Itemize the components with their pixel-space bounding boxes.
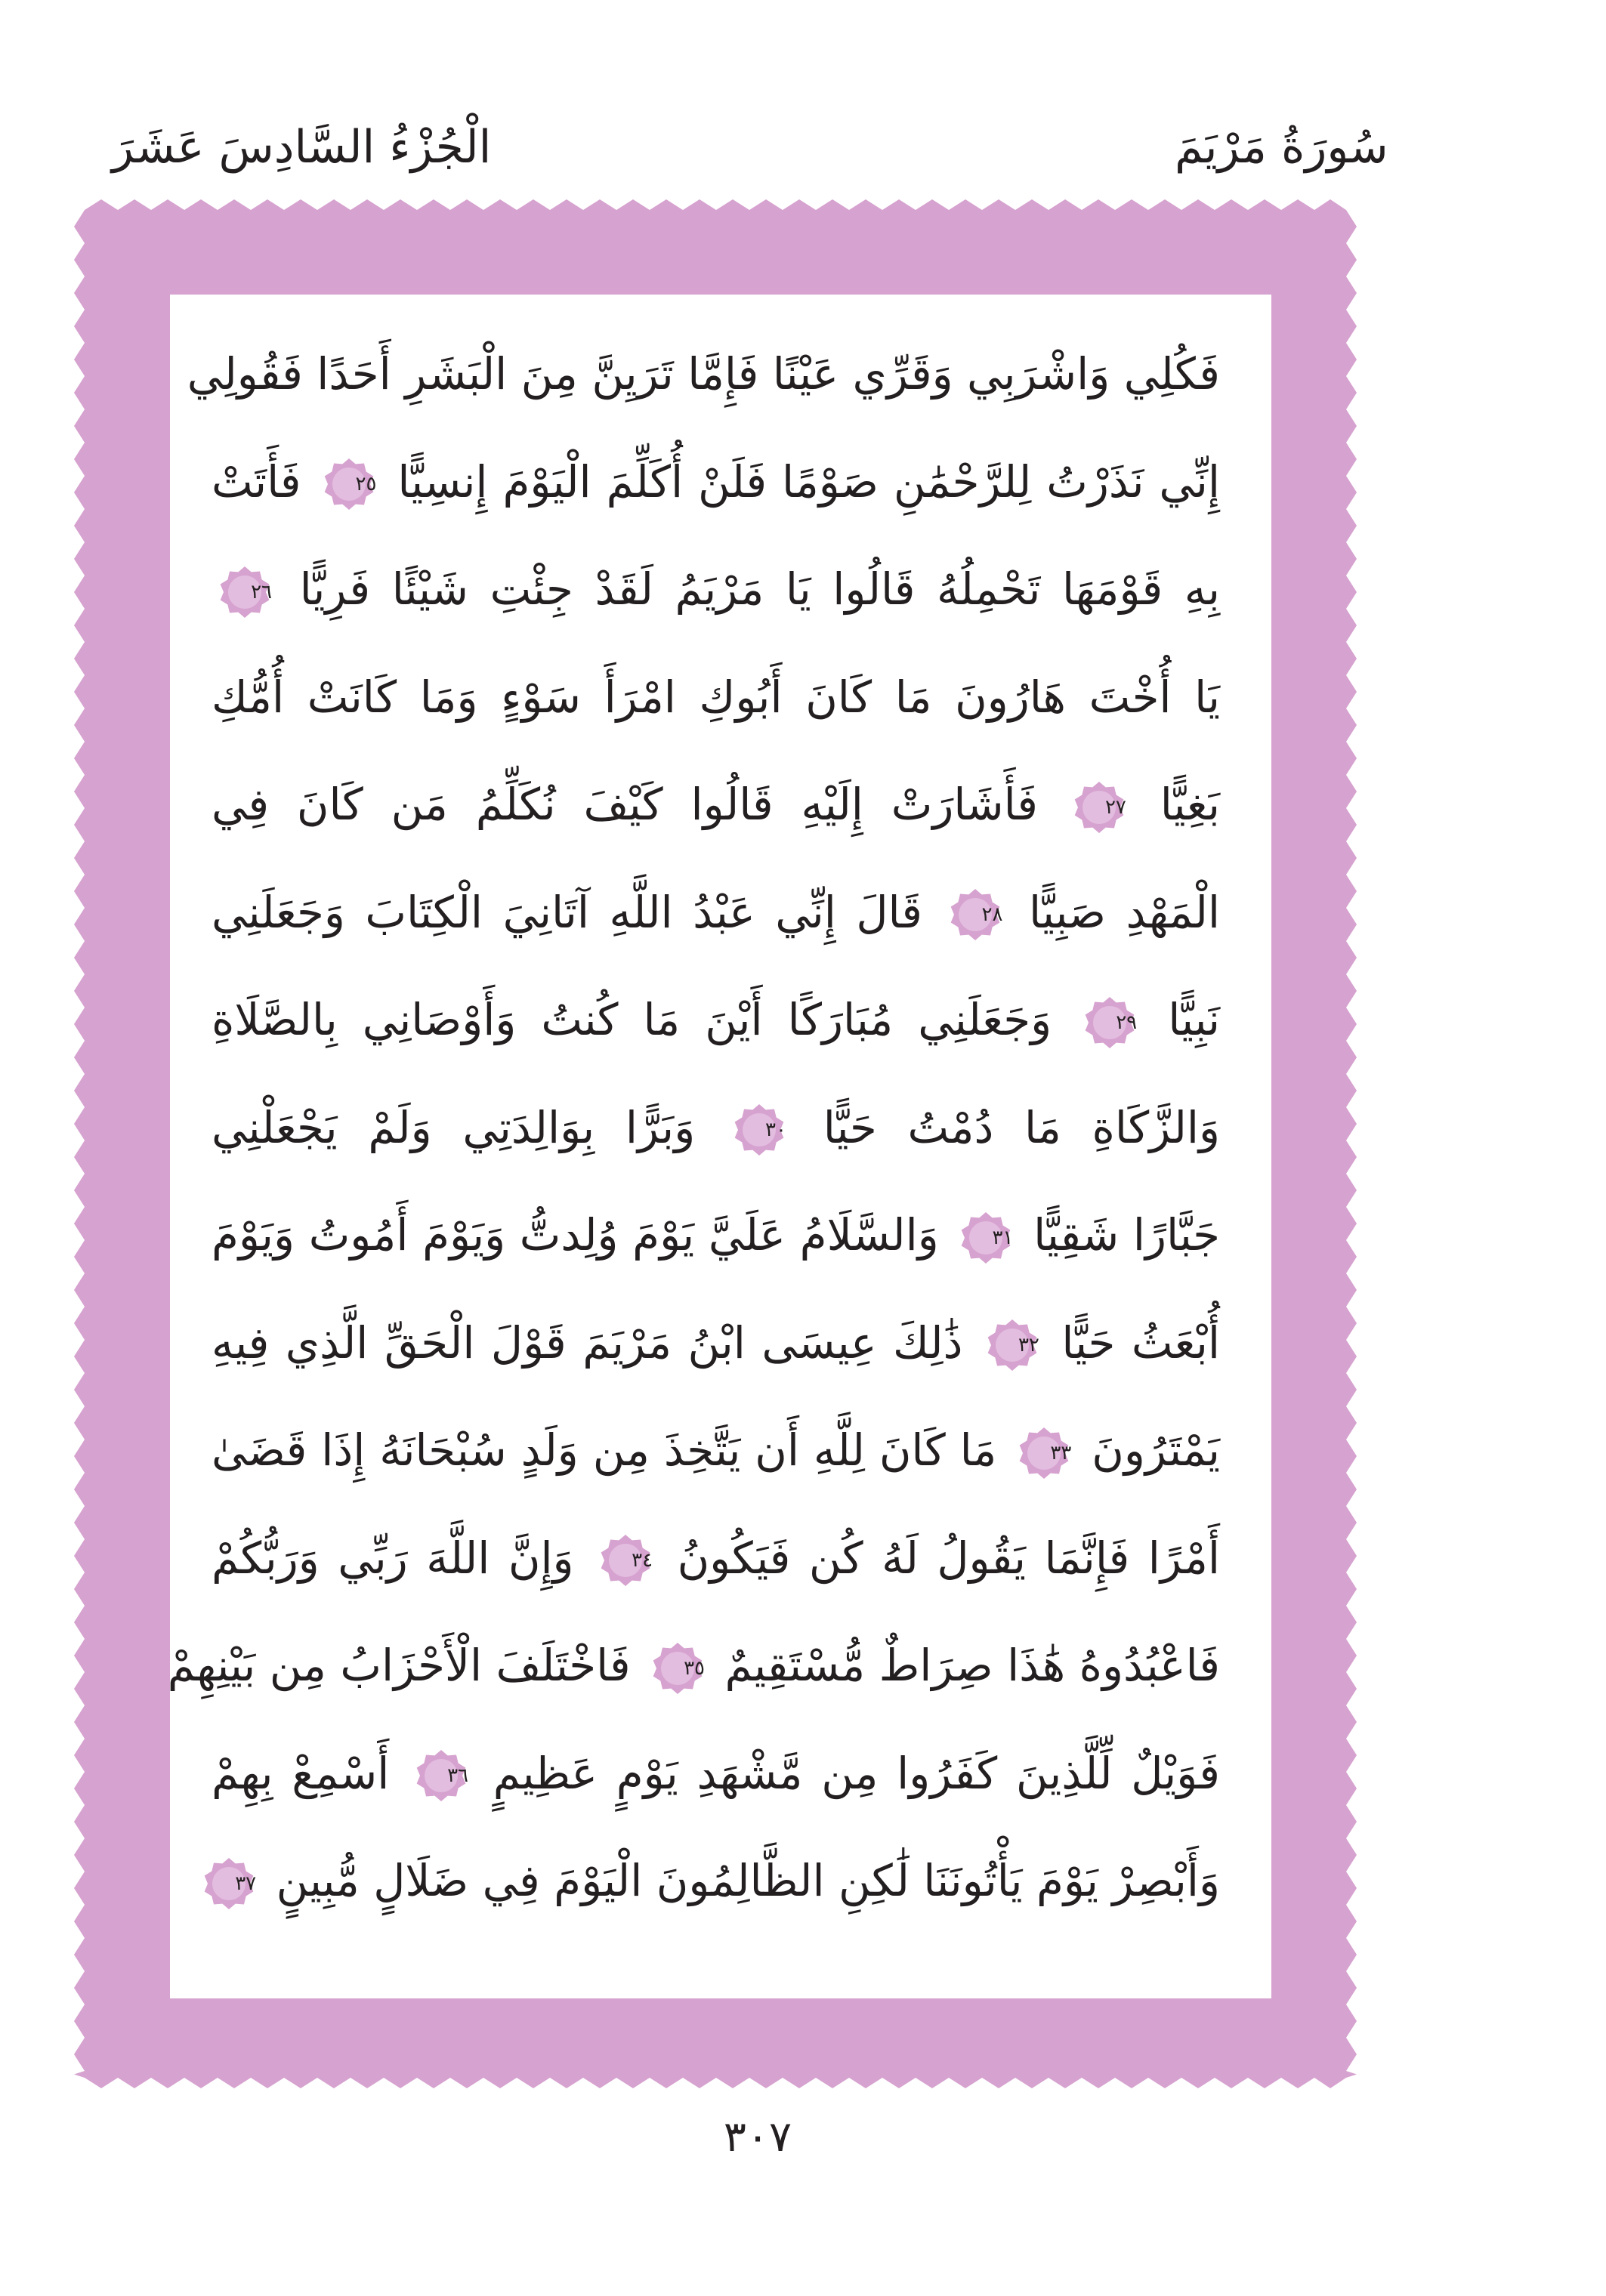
frame-edge-tooth: [351, 2078, 384, 2088]
ayah-number: ٢٥: [355, 473, 377, 496]
frame-edge-tooth: [1346, 1705, 1357, 1739]
frame-edge-tooth: [650, 2078, 683, 2088]
ayah-number-marker: [948, 887, 1002, 942]
frame-edge-tooth: [1346, 1340, 1357, 1373]
verse-line: [187, 323, 1220, 425]
verse-text: وَجَعَلَنِي مُبَارَكًا أَيْنَ مَا كُنتُ وَأَوْصَانِي بِالصَّلَاةِ: [212, 994, 1052, 1045]
ayah-number-marker: [1017, 1426, 1071, 1480]
frame-edge-tooth: [317, 199, 351, 210]
frame-edge-tooth: [1346, 1672, 1357, 1705]
verse-line: [212, 969, 1220, 1071]
verse-line: [212, 1292, 1220, 1394]
verse-text: فَكُلِي وَاشْرَبِي وَقَرِّي عَيْنًا فَإِمَّا تَرَيِنَّ مِنَ الْبَشَرِ أَحَدًا فَقُولِي: [187, 348, 1220, 400]
verse-line: [212, 647, 1220, 748]
frame-edge-tooth: [251, 199, 284, 210]
frame-edge-tooth: [74, 1473, 85, 1506]
frame-edge-tooth: [816, 199, 849, 210]
frame-edge-tooth: [550, 199, 583, 210]
verse-text: مَا كَانَ لِلَّهِ أَن يَتَّخِذَ مِن وَلَدٍ سُبْحَانَهُ إِذَا قَضَىٰ: [212, 1424, 997, 1476]
frame-edge-tooth: [74, 2071, 85, 2078]
verse-text: قَالَ إِنِّي عَبْدُ اللَّهِ آتَانِيَ الْكِتَابَ وَجَعَلَنِي: [212, 886, 922, 938]
frame-edge-tooth: [384, 199, 417, 210]
frame-edge-tooth: [1346, 343, 1357, 376]
frame-edge-tooth: [74, 841, 85, 875]
frame-edge-tooth: [1346, 742, 1357, 775]
frame-edge-tooth: [1346, 609, 1357, 642]
frame-edge-tooth: [74, 1606, 85, 1639]
frame-edge-tooth: [1346, 1074, 1357, 1107]
frame-edge-tooth: [1346, 808, 1357, 841]
frame-edge-tooth: [1346, 1971, 1357, 2004]
frame-edge-tooth: [1082, 2078, 1115, 2088]
frame-edge-tooth: [1346, 443, 1357, 476]
frame-edge-tooth: [1082, 199, 1115, 210]
frame-edge-tooth: [1346, 708, 1357, 742]
frame-edge-tooth: [1015, 2078, 1049, 2088]
frame-edge-tooth: [1346, 210, 1357, 243]
frame-edge-tooth: [74, 974, 85, 1008]
frame-edge-tooth: [74, 1905, 85, 1938]
frame-edge-tooth: [1346, 1572, 1357, 1606]
frame-edge-tooth: [74, 1074, 85, 1107]
verse-text: فَاعْبُدُوهُ هَٰذَا صِرَاطٌ مُّسْتَقِيمٌ: [724, 1640, 1220, 1691]
ayah-number: ٣٠: [765, 1119, 786, 1142]
frame-edge-tooth: [74, 1805, 85, 1838]
frame-edge-tooth: [1346, 775, 1357, 808]
frame-edge-tooth: [74, 310, 85, 343]
frame-edge-tooth: [74, 1572, 85, 1606]
frame-edge-tooth: [74, 1440, 85, 1473]
frame-edge-tooth: [1346, 542, 1357, 576]
frame-edge-tooth: [384, 2078, 417, 2088]
frame-edge-tooth: [74, 609, 85, 642]
frame-edge-tooth: [550, 2078, 583, 2088]
verse-text: نَبِيًّا: [1168, 994, 1221, 1045]
text-panel: [167, 295, 1271, 1998]
frame-edge-tooth: [74, 1539, 85, 1572]
frame-edge-tooth: [74, 1971, 85, 2004]
verse-text: فَأَتَتْ: [212, 455, 301, 508]
verse-line: [212, 1830, 1220, 1932]
frame-edge-tooth: [1346, 310, 1357, 343]
verse-text: بِهِ قَوْمَهَا تَحْمِلُهُ قَالُوا يَا مَرْيَمُ لَقَدْ جِئْتِ شَيْئًا فَرِيًّا: [299, 563, 1221, 615]
verse-line: [212, 1508, 1220, 1609]
surah-title: سُورَةُ مَرْيَمَ: [1175, 121, 1388, 174]
frame-edge-tooth: [1346, 642, 1357, 675]
verse-line: [212, 431, 1220, 533]
frame-edge-tooth: [317, 2078, 351, 2088]
frame-edge-tooth: [1215, 199, 1248, 210]
frame-edge-tooth: [1148, 199, 1181, 210]
verse-text: وَإِنَّ اللَّهَ رَبِّي وَرَبُّكُمْ: [212, 1532, 574, 1584]
frame-edge-tooth: [1346, 2071, 1357, 2078]
frame-edge-tooth: [74, 2004, 85, 2038]
frame-edge-tooth: [683, 199, 716, 210]
ayah-number-marker: [732, 1103, 786, 1157]
frame-edge-tooth: [218, 199, 251, 210]
ayah-number: ٢٨: [981, 903, 1003, 927]
frame-edge-tooth: [118, 2078, 151, 2088]
frame-edge-tooth: [1346, 1506, 1357, 1539]
frame-edge-tooth: [74, 775, 85, 808]
frame-edge-tooth: [982, 2078, 1015, 2088]
verse-text: فَوَيْلٌ لِّلَّذِينَ كَفَرُوا مِن مَّشْهَدِ يَوْمٍ عَظِيمٍ: [493, 1747, 1221, 1799]
ayah-number-marker: [1083, 995, 1137, 1050]
frame-edge-tooth: [1115, 199, 1148, 210]
frame-edge-tooth: [1346, 509, 1357, 542]
frame-edge-tooth: [1049, 199, 1082, 210]
verse-text: جَبَّارًا شَقِيًّا: [1033, 1209, 1221, 1261]
frame-edge-tooth: [1346, 1539, 1357, 1572]
frame-edge-tooth: [74, 542, 85, 576]
frame-edge-tooth: [284, 199, 317, 210]
ayah-number-marker: [322, 457, 376, 511]
frame-edge-tooth: [218, 2078, 251, 2088]
verse-text: الْمَهْدِ صَبِيًّا: [1029, 886, 1220, 938]
frame-edge-tooth: [74, 808, 85, 841]
verse-line: [212, 1184, 1220, 1286]
frame-edge-tooth: [1346, 1008, 1357, 1041]
ayah-number-marker: [650, 1641, 705, 1696]
frame-edge-tooth: [1346, 1174, 1357, 1207]
verse-text: إِنِّي نَذَرْتُ لِلرَّحْمَٰنِ صَوْمًا فَلَنْ أُكَلِّمَ الْيَوْمَ إِنسِيًّا: [397, 455, 1221, 508]
frame-edge-tooth: [74, 675, 85, 708]
frame-edge-tooth: [916, 199, 949, 210]
frame-edge-tooth: [74, 1838, 85, 1872]
frame-edge-tooth: [1346, 1838, 1357, 1872]
verse-text: وَبَرًّا بِوَالِدَتِي وَلَمْ يَجْعَلْنِي: [212, 1101, 696, 1153]
frame-edge-tooth: [74, 409, 85, 443]
ayah-number: ٣٦: [447, 1764, 469, 1788]
ayah-number-marker: [598, 1533, 653, 1588]
verse-line: [212, 754, 1220, 856]
juz-title: الْجُزْءُ السَّادِسَ عَشَرَ: [112, 121, 492, 174]
verse-text: بَغِيًّا: [1160, 779, 1221, 830]
frame-edge-tooth: [85, 2078, 118, 2088]
frame-edge-tooth: [74, 1672, 85, 1705]
frame-edge-tooth: [1346, 2038, 1357, 2071]
frame-edge-tooth: [74, 476, 85, 509]
verse-text: فَاخْتَلَفَ الْأَحْزَابُ مِن بَيْنِهِمْ: [167, 1640, 631, 1691]
frame-edge-tooth: [1015, 199, 1049, 210]
frame-edge-tooth: [151, 199, 184, 210]
frame-edge-tooth: [251, 2078, 284, 2088]
frame-edge-tooth: [74, 276, 85, 310]
frame-edge-tooth: [1346, 1273, 1357, 1307]
frame-edge-tooth: [1346, 243, 1357, 276]
frame-edge-tooth: [74, 1107, 85, 1140]
ayah-number-marker: [959, 1211, 1013, 1265]
frame-edge-tooth: [716, 199, 749, 210]
frame-edge-tooth: [1346, 1240, 1357, 1273]
frame-edge-tooth: [1314, 2078, 1346, 2088]
frame-edge-tooth: [1346, 476, 1357, 509]
ayah-number: ٣٧: [235, 1872, 257, 1895]
verse-text: يَمْتَرُونَ: [1092, 1424, 1221, 1476]
frame-edge-tooth: [783, 199, 816, 210]
frame-edge-tooth: [1346, 1440, 1357, 1473]
frame-edge-tooth: [118, 199, 151, 210]
verse-text: وَأَبْصِرْ يَوْمَ يَأْتُونَنَا لَٰكِنِ الظَّالِمُونَ الْيَوْمَ فِي ضَلَالٍ مُّبِينٍ: [276, 1855, 1220, 1906]
frame-edge-tooth: [1346, 1639, 1357, 1672]
frame-edge-tooth: [716, 2078, 749, 2088]
frame-edge-tooth: [74, 1872, 85, 1905]
verse-line: [212, 1400, 1220, 1501]
ayah-number-marker: [202, 1856, 256, 1911]
frame-edge-tooth: [749, 199, 783, 210]
frame-edge-tooth: [1049, 2078, 1082, 2088]
frame-edge-tooth: [1346, 1772, 1357, 1805]
frame-edge-tooth: [982, 199, 1015, 210]
frame-edge-tooth: [74, 343, 85, 376]
ayah-number: ٣٣: [1050, 1441, 1072, 1464]
frame-edge-tooth: [74, 1739, 85, 1772]
frame-edge-tooth: [74, 1639, 85, 1672]
frame-edge-tooth: [916, 2078, 949, 2088]
frame-edge-tooth: [1281, 199, 1314, 210]
frame-edge-tooth: [1181, 199, 1215, 210]
frame-edge-tooth: [1346, 1805, 1357, 1838]
frame-edge-tooth: [351, 199, 384, 210]
frame-edge-tooth: [1314, 199, 1346, 210]
frame-edge-tooth: [1215, 2078, 1248, 2088]
frame-edge-tooth: [74, 941, 85, 974]
frame-edge-tooth: [1346, 1406, 1357, 1440]
frame-edge-tooth: [74, 875, 85, 908]
frame-edge-tooth: [1346, 576, 1357, 609]
frame-edge-tooth: [74, 210, 85, 243]
ayah-number: ٣٢: [1018, 1334, 1039, 1357]
verse-text: وَالسَّلَامُ عَلَيَّ يَوْمَ وُلِدتُّ وَيَوْمَ أَمُوتُ وَيَوْمَ: [212, 1209, 939, 1261]
frame-edge-tooth: [1346, 875, 1357, 908]
frame-edge-tooth: [1115, 2078, 1148, 2088]
frame-edge-tooth: [783, 2078, 816, 2088]
frame-edge-tooth: [949, 2078, 982, 2088]
frame-edge-tooth: [1248, 199, 1281, 210]
frame-edge-tooth: [1346, 1373, 1357, 1406]
verse-line: [167, 1615, 1220, 1717]
page-number: ٣٠٧: [723, 2112, 792, 2162]
frame-edge-tooth: [74, 908, 85, 941]
frame-edge-tooth: [74, 1406, 85, 1440]
frame-edge-tooth: [1346, 1307, 1357, 1340]
frame-edge-tooth: [583, 199, 616, 210]
frame-edge-tooth: [1346, 409, 1357, 443]
frame-edge-tooth: [74, 1140, 85, 1174]
frame-edge-tooth: [1346, 276, 1357, 310]
frame-edge-tooth: [583, 2078, 616, 2088]
verse-text: أَسْمِعْ بِهِمْ: [212, 1747, 390, 1799]
frame-edge-tooth: [683, 2078, 716, 2088]
ayah-number: ٢٩: [1116, 1011, 1138, 1034]
frame-edge-tooth: [284, 2078, 317, 2088]
verse-text: ذَٰلِكَ عِيسَى ابْنُ مَرْيَمَ قَوْلَ الْحَقِّ الَّذِي فِيهِ: [212, 1316, 963, 1369]
verse-line: [212, 539, 1220, 640]
frame-edge-tooth: [450, 199, 483, 210]
verse-line: [212, 1077, 1220, 1179]
frame-edge-tooth: [1148, 2078, 1181, 2088]
frame-edge-tooth: [74, 243, 85, 276]
frame-edge-tooth: [1248, 2078, 1281, 2088]
ayah-number: ٣١: [992, 1226, 1014, 1249]
frame-edge-tooth: [616, 199, 650, 210]
ayah-number: ٢٦: [251, 580, 272, 603]
frame-edge-tooth: [74, 708, 85, 742]
frame-edge-tooth: [1346, 1872, 1357, 1905]
frame-edge-tooth: [517, 2078, 550, 2088]
verse-line: [212, 1723, 1220, 1825]
frame-edge-tooth: [74, 1506, 85, 1539]
frame-edge-tooth: [849, 199, 882, 210]
frame-edge-tooth: [74, 1307, 85, 1340]
frame-edge-tooth: [85, 199, 118, 210]
frame-edge-tooth: [616, 2078, 650, 2088]
frame-edge-tooth: [74, 1240, 85, 1273]
frame-edge-tooth: [882, 2078, 916, 2088]
ayah-number-marker: [218, 565, 272, 619]
frame-edge-tooth: [74, 1174, 85, 1207]
frame-edge-tooth: [74, 443, 85, 476]
frame-edge-tooth: [1346, 974, 1357, 1008]
frame-edge-tooth: [949, 199, 982, 210]
frame-edge-tooth: [74, 1772, 85, 1805]
frame-edge-tooth: [517, 199, 550, 210]
frame-edge-tooth: [74, 2038, 85, 2071]
frame-edge-tooth: [151, 2078, 184, 2088]
frame-edge-tooth: [1181, 2078, 1215, 2088]
frame-edge-tooth: [1346, 1606, 1357, 1639]
frame-edge-tooth: [650, 199, 683, 210]
frame-edge-tooth: [1346, 1938, 1357, 1971]
frame-edge-tooth: [1346, 941, 1357, 974]
ayah-number: ٣٤: [632, 1549, 653, 1572]
verse-text: وَالزَّكَاةِ مَا دُمْتُ حَيًّا: [823, 1101, 1221, 1153]
frame-edge-tooth: [749, 2078, 783, 2088]
ayah-number-marker: [1072, 780, 1126, 835]
frame-edge-tooth: [1346, 2004, 1357, 2038]
frame-edge-tooth: [74, 1207, 85, 1240]
frame-edge-tooth: [74, 642, 85, 675]
frame-edge-tooth: [450, 2078, 483, 2088]
frame-edge-tooth: [74, 1041, 85, 1074]
frame-edge-tooth: [184, 2078, 218, 2088]
frame-edge-tooth: [74, 1008, 85, 1041]
frame-edge-tooth: [74, 1273, 85, 1307]
frame-edge-tooth: [1346, 1739, 1357, 1772]
ayah-number: ٢٧: [1104, 795, 1126, 819]
frame-edge-tooth: [1346, 376, 1357, 409]
frame-edge-tooth: [417, 199, 450, 210]
frame-edge-tooth: [74, 1373, 85, 1406]
frame-edge-tooth: [816, 2078, 849, 2088]
frame-edge-tooth: [74, 509, 85, 542]
frame-edge-tooth: [74, 742, 85, 775]
frame-edge-tooth: [1346, 1473, 1357, 1506]
frame-edge-tooth: [1346, 1140, 1357, 1174]
verse-text: أُبْعَثُ حَيًّا: [1061, 1316, 1221, 1369]
frame-edge-tooth: [74, 1938, 85, 1971]
ayah-number-marker: [985, 1318, 1039, 1372]
frame-edge-tooth: [74, 576, 85, 609]
frame-edge-tooth: [849, 2078, 882, 2088]
verse-text: يَا أُخْتَ هَارُونَ مَا كَانَ أَبُوكِ امْرَأَ سَوْءٍ وَمَا كَانَتْ أُمُّكِ: [212, 671, 1220, 723]
verse-text: أَمْرًا فَإِنَّمَا يَقُولُ لَهُ كُن فَيَكُونُ: [677, 1532, 1221, 1584]
verse-text: فَأَشَارَتْ إِلَيْهِ قَالُوا كَيْفَ نُكَلِّمُ مَن كَانَ فِي: [212, 779, 1039, 830]
frame-edge-tooth: [184, 199, 218, 210]
frame-edge-tooth: [1346, 1107, 1357, 1140]
frame-edge-tooth: [882, 199, 916, 210]
frame-edge-tooth: [483, 199, 517, 210]
verse-line: [212, 862, 1220, 964]
frame-edge-tooth: [1346, 1041, 1357, 1074]
frame-edge-tooth: [74, 1340, 85, 1373]
frame-edge-tooth: [483, 2078, 517, 2088]
frame-edge-tooth: [1281, 2078, 1314, 2088]
frame-edge-tooth: [1346, 1207, 1357, 1240]
frame-edge-tooth: [1346, 1905, 1357, 1938]
frame-edge-tooth: [1346, 675, 1357, 708]
frame-edge-tooth: [74, 376, 85, 409]
frame-edge-tooth: [417, 2078, 450, 2088]
frame-edge-tooth: [1346, 841, 1357, 875]
ayah-number: ٣٥: [684, 1656, 705, 1680]
frame-edge-tooth: [1346, 908, 1357, 941]
ayah-number-marker: [414, 1748, 468, 1803]
frame-edge-tooth: [74, 1705, 85, 1739]
